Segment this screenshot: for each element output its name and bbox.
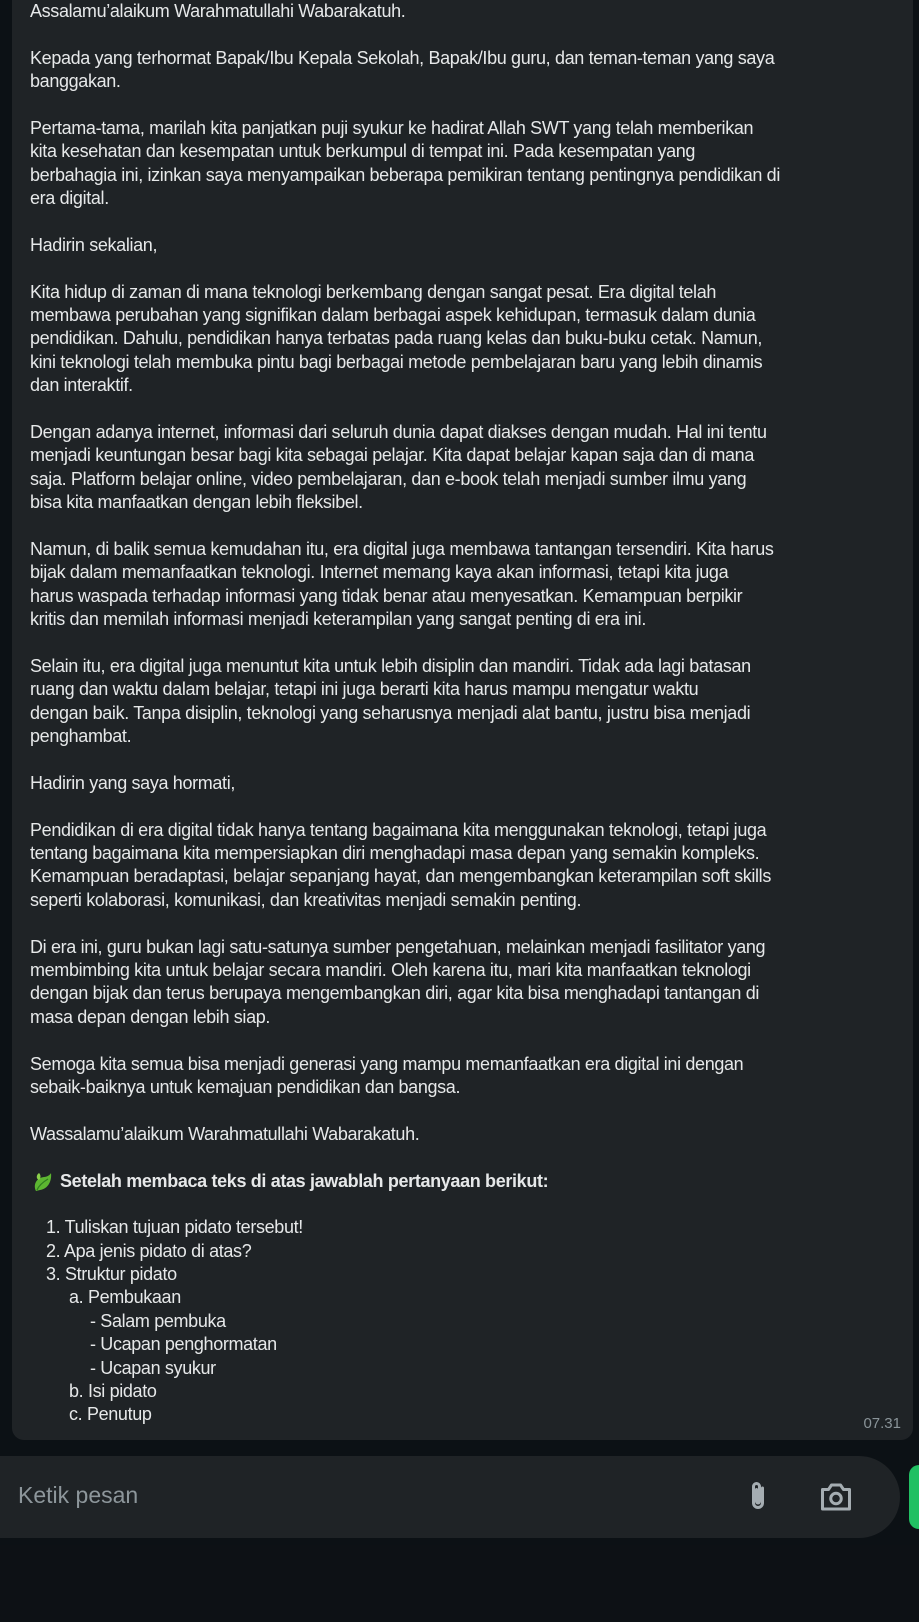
mic-button[interactable] [909,1465,919,1529]
message-line: Namun, di balik semua kemudahan itu, era digital juga membawa tantangan tersendiri. Kita harus [30,538,774,559]
message-line: Kemampuan beradaptasi, belajar sepanjang hayat, dan mengembangkan keterampilan soft skills [30,866,771,887]
message-line: Selain itu, era digital juga menuntut kita untuk lebih disiplin dan mandiri. Tidak ada lagi batasan [30,655,751,676]
blank-line [30,398,900,421]
message-line: Assalamu’alaikum Warahmatullahi Wabarakatuh. [30,1,406,21]
blank-line [30,749,900,772]
message-line: harus waspada terhadap informasi yang tidak benar atau menyesatkan. Kemampuan berpikir [30,585,743,606]
message-input[interactable]: Ketik pesan [18,1482,139,1508]
message-line: kini teknologi telah membuka pintu bagi berbagai metode pembelajaran baru yang lebih dinamis [30,351,763,372]
message-line: Pertama-tama, marilah kita panjatkan puji syukur ke hadirat Allah SWT yang telah memberikan [30,117,754,138]
question-item: 3. Struktur pidato [46,1264,177,1285]
message-line: penghambat. [30,726,132,747]
blank-line [30,515,900,538]
question-item: - Salam pembuka [90,1310,226,1331]
question-item: 2. Apa jenis pidato di atas? [46,1240,252,1261]
message-line: kritis dan memilah informasi menjadi keterampilan yang sangat penting di era ini. [30,609,646,630]
question-item: - Ucapan penghormatan [90,1334,277,1355]
message-bubble[interactable] [12,0,913,1440]
message-line: masa depan dengan lebih siap. [30,1006,271,1027]
blank-line [30,912,900,935]
message-line: Wassalamu’alaikum Warahmatullahi Wabarakatuh. [30,1123,420,1144]
message-line: menjadi keuntungan besar bagi kita sebagai pelajar. Kita dapat belajar kapan saja dan di mana [30,445,754,466]
message-line: ruang dan waktu dalam belajar, tetapi ini juga berarti kita harus mampu mengatur waktu [30,679,699,700]
paperclip-icon[interactable] [740,1479,776,1515]
blank-line [30,1029,900,1052]
message-line: sebaik-baiknya untuk kemajuan pendidikan dan bangsa. [30,1076,461,1097]
question-item: b. Isi pidato [69,1381,157,1402]
message-line: membawa perubahan yang signifikan dalam berbagai aspek kehidupan, termasuk dalam dunia [30,305,756,326]
message-composer[interactable] [0,1456,900,1538]
message-line: dengan baik. Tanpa disiplin, teknologi yang seharusnya menjadi alat bantu, justru bisa menjadi [30,702,751,723]
message-line: Dengan adanya internet, informasi dari seluruh dunia dapat diakses dengan mudah. Hal ini tentu [30,422,767,443]
message-line: tentang bagaimana kita mempersiapkan diri menghadapi masa depan yang semakin kompleks. [30,843,760,864]
message-line: pendidikan. Dahulu, pendidikan hanya terbatas pada ruang kelas dan buku-buku cetak. Namun, [30,328,763,349]
question-item: c. Penutup [69,1404,152,1425]
message-line: saja. Platform belajar online, video pembelajaran, dan e-book telah menjadi sumber ilmu yang [30,468,747,489]
message-line: Kita hidup di zaman di mana teknologi berkembang dengan sangat pesat. Era digital telah [30,281,717,302]
message-line: seperti kolaborasi, komunikasi, dan kreativitas menjadi semakin penting. [30,889,582,910]
question-heading: Setelah membaca teks di atas jawablah pertanyaan berikut: [60,1170,549,1191]
message-line: Kepada yang terhormat Bapak/Ibu Kepala Sekolah, Bapak/Ibu guru, dan teman-teman yang saya [30,47,775,68]
message-line: Di era ini, guru bukan lagi satu-satunya sumber pengetahuan, melainkan menjadi fasilitator yang [30,936,766,957]
message-line: dan interaktif. [30,375,133,396]
leaf-emoji-icon [30,1169,54,1193]
blank-line [30,257,900,280]
blank-line [30,1099,900,1122]
message-line: Hadirin sekalian, [30,234,158,255]
blank-line [30,632,900,655]
message-line: Hadirin yang saya hormati, [30,772,236,793]
blank-line [30,211,900,234]
message-line: bijak dalam memanfaatkan teknologi. Internet memang kaya akan informasi, tetapi kita juga [30,562,729,583]
message-timestamp: 07.31 [863,1415,901,1432]
message-text [30,0,900,1427]
message-line: Pendidikan di era digital tidak hanya tentang bagaimana kita menggunakan teknologi, tetapi juga [30,819,767,840]
message-line: era digital. [30,188,109,209]
blank-line [30,94,900,117]
question-item: - Ucapan syukur [90,1357,216,1378]
message-line: Semoga kita semua bisa menjadi generasi yang mampu memanfaatkan era digital ini dengan [30,1053,744,1074]
blank-line [30,23,900,46]
message-line: kita kesehatan dan kesempatan untuk berkumpul di tempat ini. Pada kesempatan yang [30,141,696,162]
blank-line [30,1146,900,1169]
message-line: membimbing kita untuk belajar secara mandiri. Oleh karena itu, mari kita manfaatkan teknologi [30,960,751,981]
message-line [30,1170,900,1193]
message-line: dengan bijak dan terus berupaya mengembangkan diri, agar kita bisa menghadapi tantangan di [30,983,760,1004]
question-item: a. Pembukaan [69,1287,181,1308]
navigation-bar-area [0,1545,919,1622]
blank-line [30,795,900,818]
question-item: 1. Tuliskan tujuan pidato tersebut! [46,1217,303,1238]
message-line: banggakan. [30,71,121,92]
camera-icon[interactable] [818,1479,854,1515]
blank-line [30,1193,900,1216]
message-line: bisa kita manfaatkan dengan lebih fleksibel. [30,492,363,513]
message-line: berbahagia ini, izinkan saya menyampaikan beberapa pemikiran tentang pentingnya pendidikan di [30,164,780,185]
